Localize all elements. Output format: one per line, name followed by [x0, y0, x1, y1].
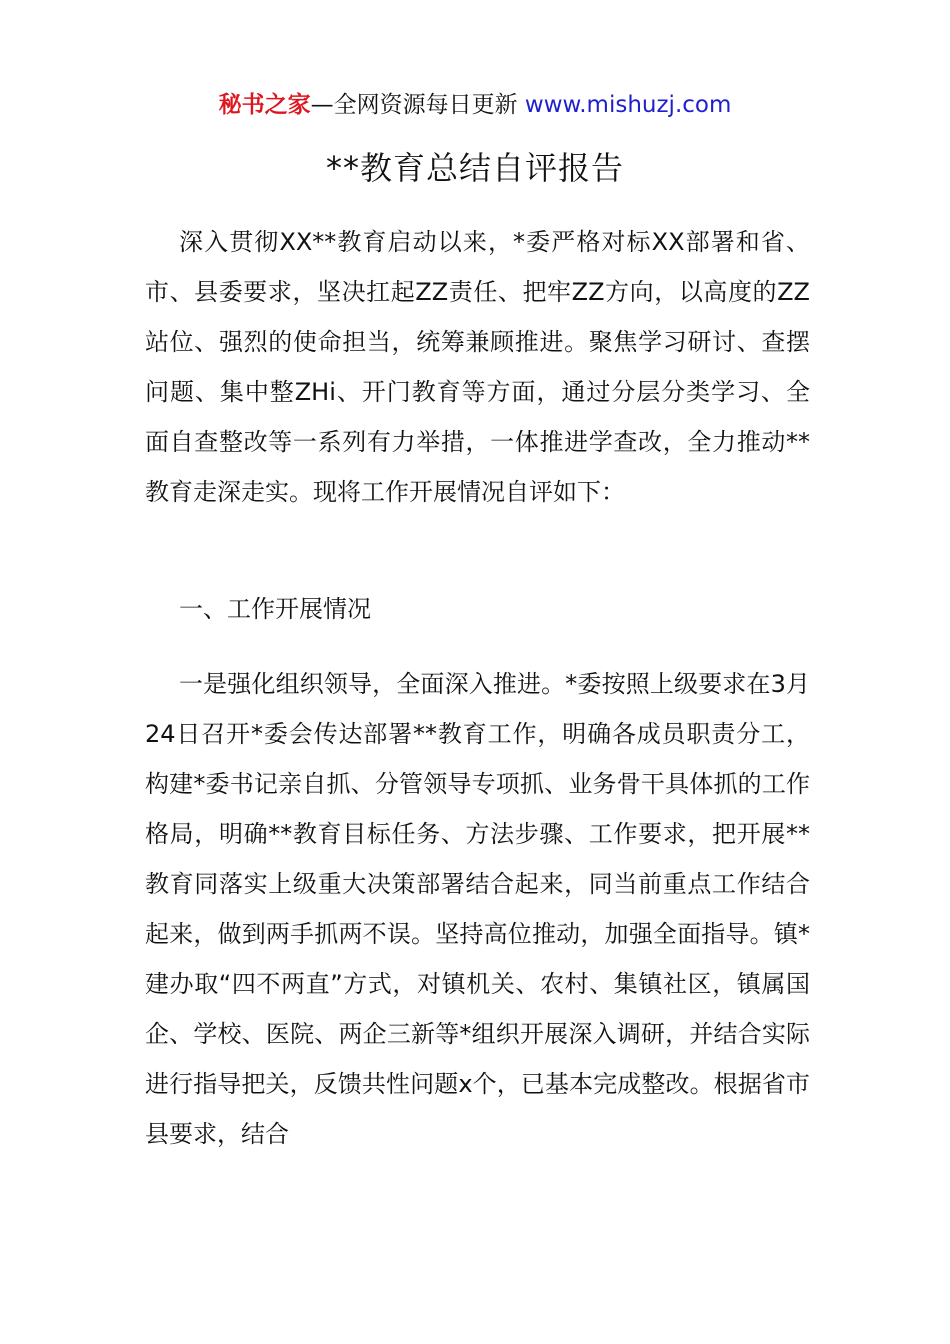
site-url-link[interactable]: www.mishuzj.com: [524, 92, 732, 118]
site-header: [0, 88, 950, 122]
intro-paragraph: 深入贯彻XX**教育启动以来，*委严格对标XX部署和省、市、县委要求，坚决扛起ZZ责任、把牢ZZ方向，以高度的ZZ站位、强烈的使命担当，统筹兼顾推进。聚焦学习研讨、查摆问题、集中整ZHi、开门教育等方面，通过分层分类学习、全面自查整改等一系列有力举措，一体推进学查改，全力推动**教育走深走实。现将工作开展情况自评如下：: [145, 228, 810, 506]
site-brand: 秘书之家: [218, 92, 311, 118]
site-tagline: —全网资源每日更新: [310, 92, 518, 118]
section-heading: 一、工作开展情况: [179, 595, 371, 623]
document-title: **教育总结自评报告: [325, 149, 624, 187]
body-paragraph-1: 一是强化组织领导，全面深入推进。*委按照上级要求在3月24日召开*委会传达部署**教育工作，明确各成员职责分工，构建*委书记亲自抓、分管领导专项抓、业务骨干具体抓的工作格局，明确**教育目标任务、方法步骤、工作要求，把开展**教育同落实上级重大决策部署结合起来，同当前重点工作结合起来，做到两手抓两不误。坚持高位推动，加强全面指导。镇*建办取“四不两直”方式，对镇机关、农村、集镇社区，镇属国企、学校、医院、两企三新等*组织开展深入调研，并结合实际进行指导把关，反馈共性问题x个，已基本完成整改。根据省市县要求，结合: [145, 670, 810, 1148]
